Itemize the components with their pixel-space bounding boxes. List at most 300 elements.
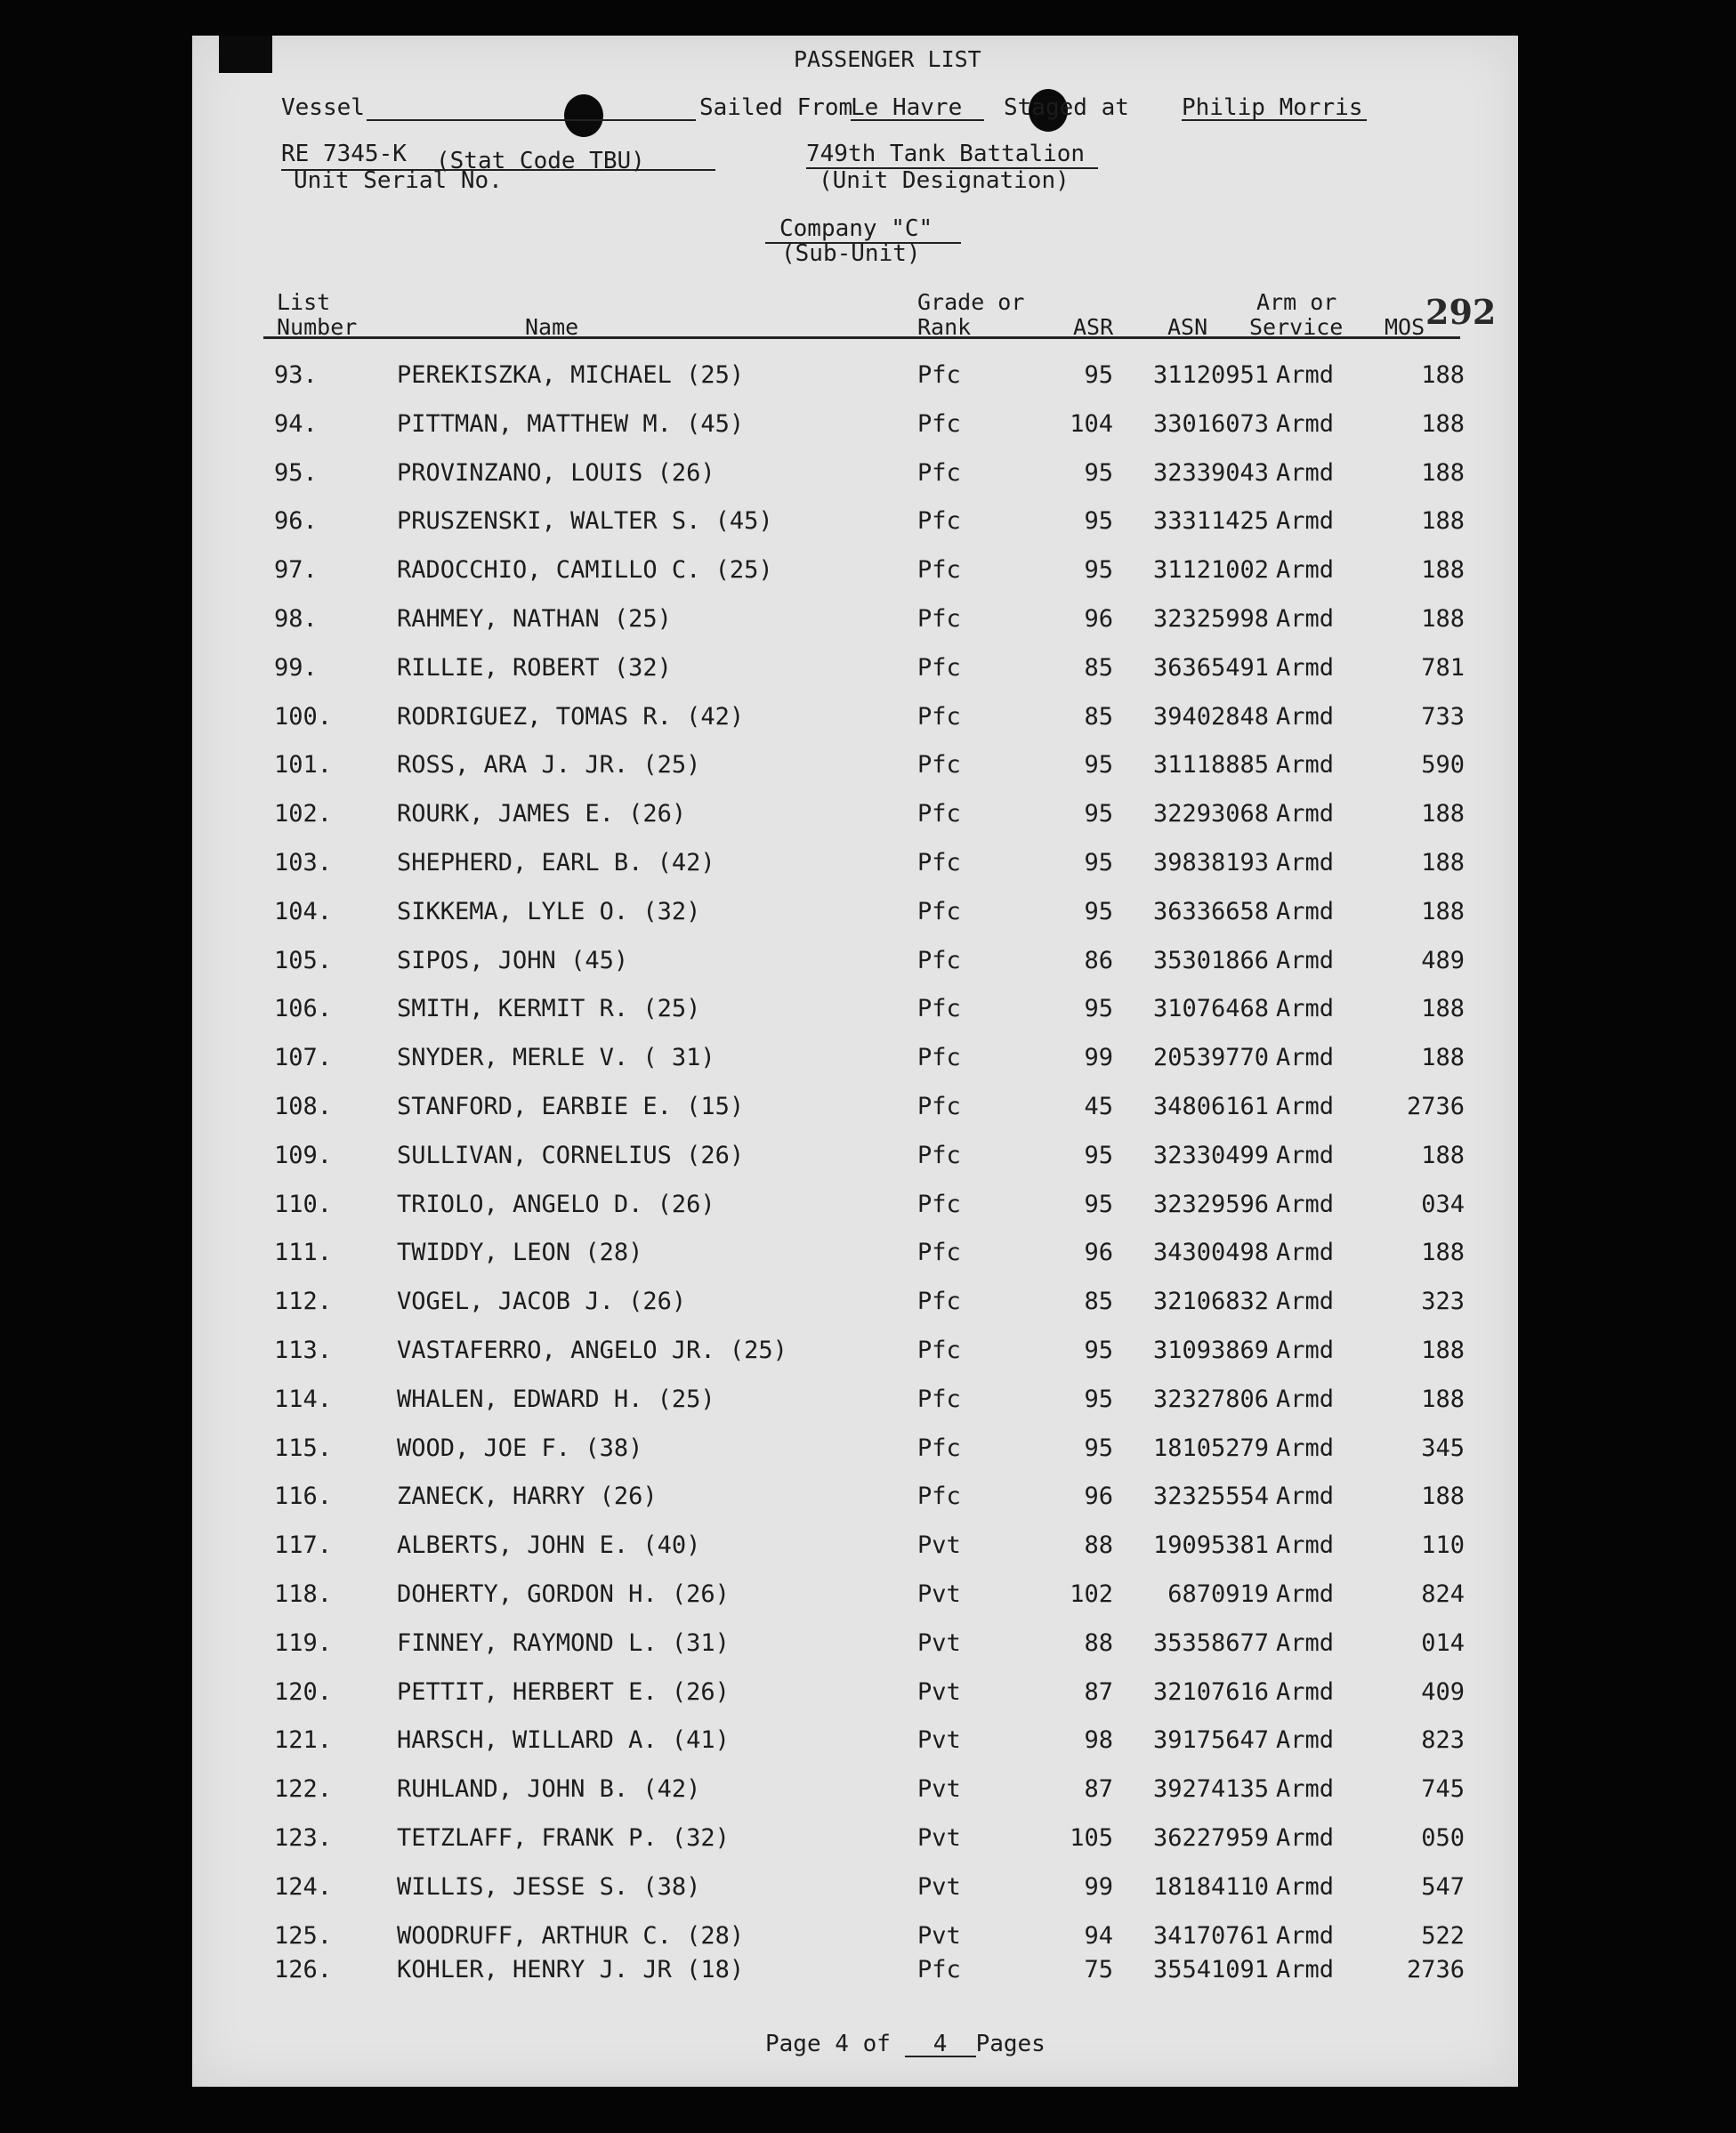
arm-service: Armd: [1276, 1629, 1335, 1657]
passenger-name: PEREKISZKA, MICHAEL (25): [397, 361, 745, 389]
asn: 34300498: [1152, 1239, 1269, 1266]
asr: 87: [1084, 1775, 1113, 1803]
asr: 96: [1084, 1483, 1113, 1510]
list-number: 117.: [274, 1531, 333, 1559]
asn: 35358677: [1152, 1629, 1269, 1657]
arm-service: Armd: [1276, 1726, 1335, 1754]
passenger-name: PROVINZANO, LOUIS (26): [397, 459, 715, 487]
table-row: [192, 800, 1518, 827]
table-row: [192, 1873, 1518, 1900]
arm-service: Armd: [1276, 1956, 1335, 1984]
list-number: 123.: [274, 1824, 333, 1852]
arm-service: Armd: [1276, 1824, 1335, 1852]
asr: 85: [1084, 703, 1113, 731]
asn: 32329596: [1152, 1191, 1269, 1218]
rank: Pfc: [917, 898, 961, 925]
asn: 34170761: [1152, 1922, 1269, 1950]
asn: 39402848: [1152, 703, 1269, 731]
table-row: [192, 1191, 1518, 1217]
rank: Pvt: [917, 1922, 961, 1950]
rank: Pvt: [917, 1531, 961, 1559]
arm-service: Armd: [1276, 361, 1335, 389]
table-row: [192, 995, 1518, 1022]
list-number: 114.: [274, 1386, 333, 1413]
list-number: 112.: [274, 1288, 333, 1315]
col-grade: [917, 290, 1024, 340]
passenger-name: STANFORD, EARBIE E. (15): [397, 1093, 745, 1120]
asn: 31076468: [1152, 995, 1269, 1022]
passenger-name: TWIDDY, LEON (28): [397, 1239, 643, 1266]
list-number: 111.: [274, 1239, 333, 1266]
passenger-name: WHALEN, EDWARD H. (25): [397, 1386, 715, 1413]
rank: Pvt: [917, 1824, 961, 1852]
mos: 323: [1421, 1288, 1465, 1315]
rank: Pvt: [917, 1726, 961, 1754]
sub-unit-label: (Sub-Unit): [781, 240, 921, 267]
asr: 95: [1084, 459, 1113, 487]
col-arm-line2: Service: [1249, 314, 1344, 340]
table-row: [192, 849, 1518, 876]
rank: Pfc: [917, 1044, 961, 1071]
arm-service: Armd: [1276, 654, 1335, 682]
table-row: [192, 1239, 1518, 1265]
mos: 409: [1421, 1678, 1465, 1706]
asr: 88: [1084, 1629, 1113, 1657]
arm-service: Armd: [1276, 849, 1335, 877]
mos: 2736: [1406, 1956, 1465, 1984]
rank: Pfc: [917, 459, 961, 487]
asr: 95: [1084, 898, 1113, 925]
mos: 188: [1421, 995, 1465, 1022]
list-number: 108.: [274, 1093, 333, 1120]
pages-label: Pages: [975, 2031, 1046, 2057]
passenger-name: RILLIE, ROBERT (32): [397, 654, 672, 682]
arm-service: Armd: [1276, 751, 1335, 779]
list-number: 93.: [274, 361, 318, 389]
passenger-name: RODRIGUEZ, TOMAS R. (42): [397, 703, 745, 731]
of-label: of: [862, 2031, 891, 2057]
asn: 34806161: [1152, 1093, 1269, 1120]
table-row: [192, 1434, 1518, 1461]
asr: 99: [1084, 1873, 1113, 1901]
rank: Pfc: [917, 556, 961, 584]
asr: 95: [1084, 507, 1113, 535]
list-number: 99.: [274, 654, 318, 682]
asn: 32325998: [1152, 605, 1269, 633]
arm-service: Armd: [1276, 1873, 1335, 1901]
arm-service: Armd: [1276, 1288, 1335, 1315]
table-row: [192, 1093, 1518, 1119]
asn: 31120951: [1152, 361, 1269, 389]
table-row: [192, 1922, 1518, 1949]
list-number: 98.: [274, 605, 318, 633]
passenger-name: PRUSZENSKI, WALTER S. (45): [397, 507, 773, 535]
rank: Pvt: [917, 1775, 961, 1803]
table-row: [192, 1288, 1518, 1314]
staged-value: Philip Morris: [1182, 96, 1367, 121]
mos: 188: [1421, 507, 1465, 535]
page-stamp-number: 292: [1425, 292, 1497, 332]
passenger-name: SIKKEMA, LYLE O. (32): [397, 898, 701, 925]
asr: 104: [1070, 410, 1113, 438]
asr: 96: [1084, 605, 1113, 633]
list-number: 124.: [274, 1873, 333, 1901]
passenger-name: TETZLAFF, FRANK P. (32): [397, 1824, 730, 1852]
table-row: [192, 410, 1518, 437]
table-row: [192, 459, 1518, 486]
asn: 33311425: [1152, 507, 1269, 535]
asr: 96: [1084, 1239, 1113, 1266]
passenger-name: VOGEL, JACOB J. (26): [397, 1288, 687, 1315]
mos: 188: [1421, 800, 1465, 828]
passenger-name: SNYDER, MERLE V. ( 31): [397, 1044, 715, 1071]
list-number: 126.: [274, 1956, 333, 1984]
unit-serial-label: Unit Serial No.: [294, 167, 503, 194]
table-row: [192, 1726, 1518, 1753]
arm-service: Armd: [1276, 995, 1335, 1022]
sub-unit-value: Company "C": [779, 215, 933, 242]
rank: Pvt: [917, 1873, 961, 1901]
asr: 75: [1084, 1956, 1113, 1984]
list-number: 95.: [274, 459, 318, 487]
passenger-name: WOODRUFF, ARTHUR C. (28): [397, 1922, 745, 1950]
rank: Pfc: [917, 605, 961, 633]
arm-service: Armd: [1276, 1580, 1335, 1608]
arm-service: Armd: [1276, 1922, 1335, 1950]
sailed-from-label: Sailed From: [699, 94, 853, 121]
list-number: 104.: [274, 898, 333, 925]
asn: 39175647: [1152, 1726, 1269, 1754]
table-row: [192, 605, 1518, 632]
list-number: 102.: [274, 800, 333, 828]
table-row: [192, 1775, 1518, 1802]
sailed-from-value: Le Havre: [851, 96, 984, 121]
asn: 35301866: [1152, 947, 1269, 974]
arm-service: Armd: [1276, 1678, 1335, 1706]
staged-label: Staged at: [1004, 94, 1129, 121]
rank: Pfc: [917, 1434, 961, 1462]
list-number: 125.: [274, 1922, 333, 1950]
asn: 32339043: [1152, 459, 1269, 487]
arm-service: Armd: [1276, 1191, 1335, 1218]
col-arm-line1: Arm or: [1256, 289, 1337, 315]
rank: Pfc: [917, 1337, 961, 1364]
mos: 110: [1421, 1531, 1465, 1559]
asr: 86: [1084, 947, 1113, 974]
col-arm: [1249, 290, 1343, 340]
list-number: 113.: [274, 1337, 333, 1364]
passenger-name: PITTMAN, MATTHEW M. (45): [397, 410, 745, 438]
asr: 95: [1084, 556, 1113, 584]
mos: 823: [1421, 1726, 1465, 1754]
asn: 39838193: [1152, 849, 1269, 877]
rank: Pfc: [917, 1239, 961, 1266]
unit-designation-value: 749th Tank Battalion: [806, 141, 1086, 167]
asn: 18184110: [1152, 1873, 1269, 1901]
passenger-name: ZANECK, HARRY (26): [397, 1483, 658, 1510]
mos: 345: [1421, 1434, 1465, 1462]
arm-service: Armd: [1276, 1386, 1335, 1413]
mos: 050: [1421, 1824, 1465, 1852]
mos: 824: [1421, 1580, 1465, 1608]
rank: Pfc: [917, 361, 961, 389]
mos: 188: [1421, 1337, 1465, 1364]
arm-service: Armd: [1276, 703, 1335, 731]
rank: Pfc: [917, 849, 961, 877]
arm-service: Armd: [1276, 556, 1335, 584]
rank: Pfc: [917, 1288, 961, 1315]
list-number: 109.: [274, 1142, 333, 1169]
rank: Pfc: [917, 1142, 961, 1169]
table-row: [192, 1483, 1518, 1509]
passenger-name: WOOD, JOE F. (38): [397, 1434, 643, 1462]
mos: 188: [1421, 605, 1465, 633]
passenger-name: RUHLAND, JOHN B. (42): [397, 1775, 701, 1803]
list-number: 116.: [274, 1483, 333, 1510]
asr: 98: [1084, 1726, 1113, 1754]
table-row: [192, 556, 1518, 583]
table-row: [192, 1531, 1518, 1558]
binder-tab: [219, 36, 272, 73]
asn: 32327806: [1152, 1386, 1269, 1413]
mos: 188: [1421, 1142, 1465, 1169]
arm-service: Armd: [1276, 1239, 1335, 1266]
arm-service: Armd: [1276, 605, 1335, 633]
passenger-name: DOHERTY, GORDON H. (26): [397, 1580, 730, 1608]
stat-code: (Stat Code TBU): [436, 148, 645, 174]
asn: 31093869: [1152, 1337, 1269, 1364]
list-number: 101.: [274, 751, 333, 779]
asr: 45: [1084, 1093, 1113, 1120]
rank: Pfc: [917, 703, 961, 731]
arm-service: Armd: [1276, 1775, 1335, 1803]
list-number: 103.: [274, 849, 333, 877]
asn: 18105279: [1152, 1434, 1269, 1462]
asn: 32106832: [1152, 1288, 1269, 1315]
asr: 95: [1084, 800, 1113, 828]
asr: 87: [1084, 1678, 1113, 1706]
asr: 102: [1070, 1580, 1113, 1608]
table-row: [192, 1044, 1518, 1071]
table-row: [192, 947, 1518, 974]
asr: 99: [1084, 1044, 1113, 1071]
asr: 95: [1084, 995, 1113, 1022]
table-row: [192, 751, 1518, 778]
mos: 188: [1421, 556, 1465, 584]
asr: 95: [1084, 849, 1113, 877]
rank: Pfc: [917, 947, 961, 974]
passenger-name: FINNEY, RAYMOND L. (31): [397, 1629, 730, 1657]
mos: 188: [1421, 1386, 1465, 1413]
page-label: Page: [765, 2031, 821, 2057]
mos: 733: [1421, 703, 1465, 731]
table-row: [192, 1142, 1518, 1168]
rank: Pfc: [917, 410, 961, 438]
col-list-number-line1: List: [277, 289, 331, 315]
asn: 32325554: [1152, 1483, 1269, 1510]
document-title: PASSENGER LIST: [794, 46, 981, 72]
table-row: [192, 898, 1518, 925]
asn: 39274135: [1152, 1775, 1269, 1803]
mos: 188: [1421, 361, 1465, 389]
rank: Pfc: [917, 751, 961, 779]
list-number: 118.: [274, 1580, 333, 1608]
list-number: 106.: [274, 995, 333, 1022]
passenger-name: ROURK, JAMES E. (26): [397, 800, 687, 828]
table-row: [192, 1956, 1518, 1983]
rank: Pfc: [917, 507, 961, 535]
asn: 36227959: [1152, 1824, 1269, 1852]
col-name: Name: [525, 314, 579, 340]
mos: 2736: [1406, 1093, 1465, 1120]
list-number: 97.: [274, 556, 318, 584]
passenger-name: RADOCCHIO, CAMILLO C. (25): [397, 556, 773, 584]
page-number: 4: [835, 2031, 849, 2057]
mos: 034: [1421, 1191, 1465, 1218]
passenger-name: VASTAFERRO, ANGELO JR. (25): [397, 1337, 787, 1364]
arm-service: Armd: [1276, 947, 1335, 974]
asr: 105: [1070, 1824, 1113, 1852]
passenger-name: TRIOLO, ANGELO D. (26): [397, 1191, 715, 1218]
list-number: 96.: [274, 507, 318, 535]
table-row: [192, 1824, 1518, 1851]
asn: 32293068: [1152, 800, 1269, 828]
mos: 188: [1421, 459, 1465, 487]
header-rule: [263, 336, 1460, 339]
page-footer: [765, 2032, 1046, 2057]
list-number: 121.: [274, 1726, 333, 1754]
asr: 95: [1084, 751, 1113, 779]
asn: 32107616: [1152, 1678, 1269, 1706]
asr: 95: [1084, 1142, 1113, 1169]
mos: 014: [1421, 1629, 1465, 1657]
asr: 95: [1084, 361, 1113, 389]
rank: Pfc: [917, 1956, 961, 1984]
mos: 188: [1421, 1483, 1465, 1510]
rank: Pfc: [917, 1191, 961, 1218]
asr: 95: [1084, 1434, 1113, 1462]
asn: 19095381: [1152, 1531, 1269, 1559]
col-asn: ASN: [1167, 314, 1208, 340]
rank: Pfc: [917, 1093, 961, 1120]
mos: 522: [1421, 1922, 1465, 1950]
list-number: 94.: [274, 410, 318, 438]
asn: 33016073: [1152, 410, 1269, 438]
vessel-field: [367, 96, 696, 121]
passenger-name: SMITH, KERMIT R. (25): [397, 995, 701, 1022]
col-grade-line1: Grade or: [917, 289, 1025, 315]
table-row: [192, 654, 1518, 681]
asr: 95: [1084, 1191, 1113, 1218]
mos: 188: [1421, 410, 1465, 438]
asn: 31118885: [1152, 751, 1269, 779]
rank: Pvt: [917, 1629, 961, 1657]
rank: Pfc: [917, 1386, 961, 1413]
arm-service: Armd: [1276, 1337, 1335, 1364]
list-number: 120.: [274, 1678, 333, 1706]
list-number: 110.: [274, 1191, 333, 1218]
col-asr: ASR: [1073, 314, 1114, 340]
col-grade-line2: Rank: [917, 314, 972, 340]
arm-service: Armd: [1276, 1093, 1335, 1120]
table-row: [192, 1386, 1518, 1412]
table-row: [192, 1629, 1518, 1656]
rank: Pvt: [917, 1580, 961, 1608]
asr: 95: [1084, 1386, 1113, 1413]
vessel-label: Vessel: [281, 94, 365, 121]
table-row: [192, 361, 1518, 388]
arm-service: Armd: [1276, 1044, 1335, 1071]
col-list-number-line2: Number: [277, 314, 358, 340]
rank: Pfc: [917, 654, 961, 682]
asr: 85: [1084, 1288, 1113, 1315]
mos: 188: [1421, 898, 1465, 925]
unit-designation-label: (Unit Designation): [819, 167, 1070, 194]
col-list-number: [277, 290, 357, 340]
passenger-name: ROSS, ARA J. JR. (25): [397, 751, 701, 779]
list-number: 119.: [274, 1629, 333, 1657]
arm-service: Armd: [1276, 1142, 1335, 1169]
passenger-name: SIPOS, JOHN (45): [397, 947, 629, 974]
mos: 489: [1421, 947, 1465, 974]
asr: 95: [1084, 1337, 1113, 1364]
table-row: [192, 1337, 1518, 1363]
rank: Pfc: [917, 1483, 961, 1510]
asn: 35541091: [1152, 1956, 1269, 1984]
passenger-name: PETTIT, HERBERT E. (26): [397, 1678, 730, 1706]
passenger-name: SULLIVAN, CORNELIUS (26): [397, 1142, 745, 1169]
asn: 36365491: [1152, 654, 1269, 682]
table-row: [192, 1678, 1518, 1705]
rank: Pvt: [917, 1678, 961, 1706]
table-row: [192, 507, 1518, 534]
rank: Pfc: [917, 800, 961, 828]
mos: 745: [1421, 1775, 1465, 1803]
asn: 20539770: [1152, 1044, 1269, 1071]
arm-service: Armd: [1276, 507, 1335, 535]
arm-service: Armd: [1276, 410, 1335, 438]
total-pages: 4: [905, 2032, 976, 2057]
document-page: [192, 36, 1518, 2087]
arm-service: Armd: [1276, 898, 1335, 925]
passenger-name: SHEPHERD, EARL B. (42): [397, 849, 715, 877]
list-number: 100.: [274, 703, 333, 731]
asn: 32330499: [1152, 1142, 1269, 1169]
asn: 6870919: [1167, 1580, 1269, 1608]
passenger-name: ALBERTS, JOHN E. (40): [397, 1531, 701, 1559]
list-number: 105.: [274, 947, 333, 974]
asr: 94: [1084, 1922, 1113, 1950]
asr: 85: [1084, 654, 1113, 682]
passenger-name: KOHLER, HENRY J. JR (18): [397, 1956, 745, 1984]
asr: 88: [1084, 1531, 1113, 1559]
list-number: 115.: [274, 1434, 333, 1462]
table-row: [192, 703, 1518, 730]
unit-serial-value: RE 7345-K: [281, 141, 407, 167]
mos: 547: [1421, 1873, 1465, 1901]
mos: 590: [1421, 751, 1465, 779]
passenger-name: RAHMEY, NATHAN (25): [397, 605, 672, 633]
list-number: 107.: [274, 1044, 333, 1071]
arm-service: Armd: [1276, 800, 1335, 828]
arm-service: Armd: [1276, 1531, 1335, 1559]
mos: 188: [1421, 1044, 1465, 1071]
mos: 188: [1421, 1239, 1465, 1266]
passenger-name: HARSCH, WILLARD A. (41): [397, 1726, 730, 1754]
mos: 781: [1421, 654, 1465, 682]
asn: 36336658: [1152, 898, 1269, 925]
asn: 31121002: [1152, 556, 1269, 584]
